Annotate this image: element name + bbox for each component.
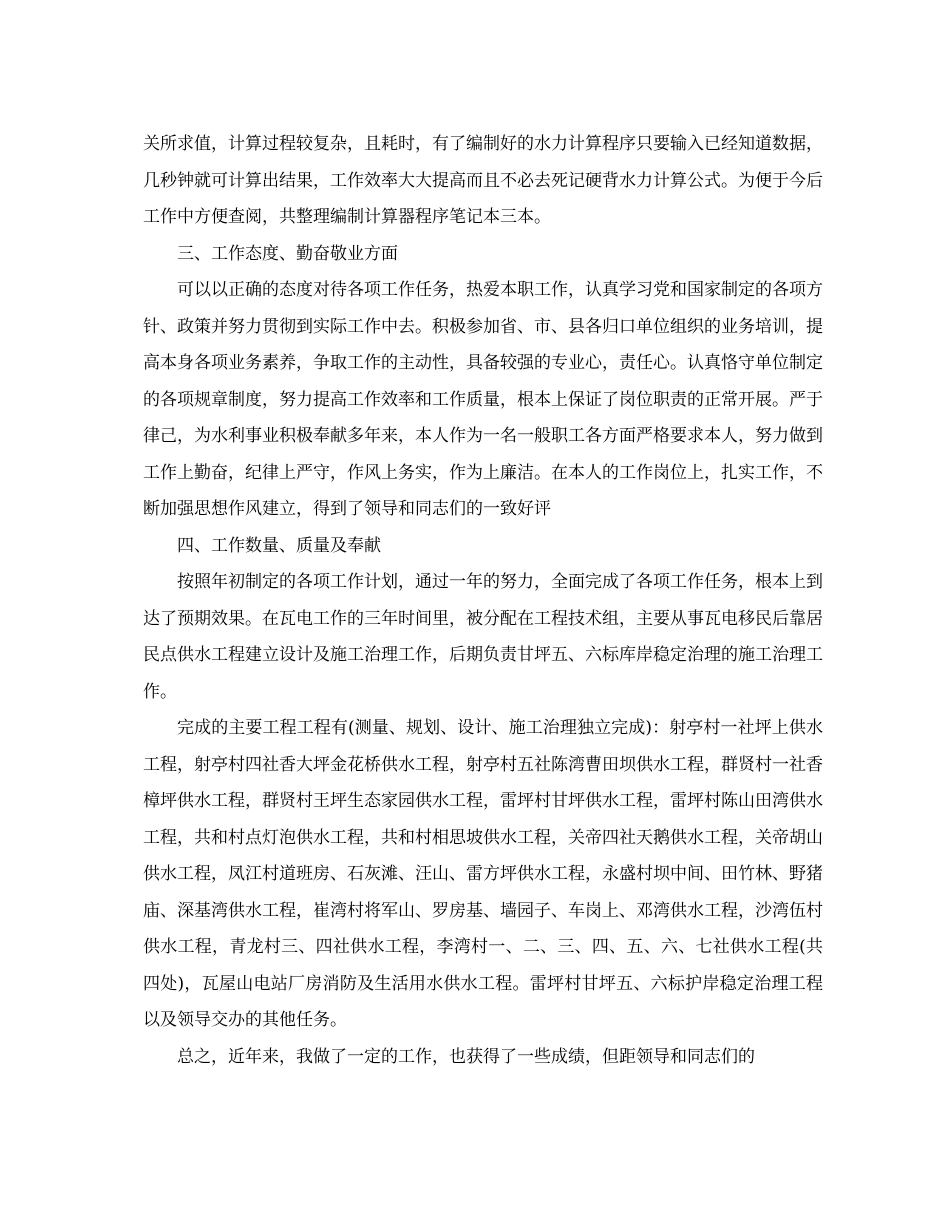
paragraph-work-plan: 按照年初制定的各项工作计划，通过一年的努力，全面完成了各项工作任务，根本上到达了预期效果。在瓦电工作的三年时间里，被分配在工程技术组，主要从事瓦电移民后靠居民点供水工程建立设计及施工治理工作，后期负责甘坪五、六标库岸稳定治理的施工治理工作。 xyxy=(143,572,823,702)
paragraph-summary: 总之，近年来，我做了一定的工作，也获得了一些成绩，但距领导和同志们的 xyxy=(177,1046,755,1067)
section-heading-work-quantity-quality: 四、工作数量、质量及奉献 xyxy=(177,535,381,556)
paragraph-continuation: 关所求值，计算过程较复杂，且耗时，有了编制好的水力计算程序只要输入已经知道数据，几秒钟就可计算出结果，工作效率大大提高而且不必去死记硬背水力计算公式。为便于今后工作中方便查阅，共整理编制计算器程序笔记本三本。 xyxy=(143,134,823,227)
section-heading-work-attitude: 三、工作态度、勤奋敬业方面 xyxy=(177,243,398,264)
document-body xyxy=(143,126,823,1075)
paragraph-completed-projects: 完成的主要工程工程有(测量、规划、设计、施工治理独立完成)：射亭村一社坪上供水工程，射亭村四社香大坪金花桥供水工程，射亭村五社陈湾曹田坝供水工程，群贤村一社香樟坪供水工程，群贤村王坪生态家园供水工程，雷坪村甘坪供水工程，雷坪村陈山田湾供水工程，共和村点灯泡供水工程，共和村相思坡供水工程，关帝四社天鹅供水工程，关帝胡山供水工程，凤江村道班房、石灰滩、汪山、雷方坪供水工程，永盛村坝中间、田竹林、野猪庙、深基湾供水工程，崔湾村将军山、罗房基、墙园子、车岗上、邓湾供水工程，沙湾伍村供水工程，青龙村三、四社供水工程，李湾村一、二、三、四、五、六、七社供水工程(共四处)，瓦屋山电站厂房消防及生活用水供水工程。雷坪村甘坪五、六标护岸稳定治理工程以及领导交办的其他任务。 xyxy=(143,718,823,1030)
paragraph-work-attitude: 可以以正确的态度对待各项工作任务，热爱本职工作，认真学习党和国家制定的各项方针、政策并努力贯彻到实际工作中去。积极参加省、市、县各归口单位组织的业务培训，提高本身各项业务素养，争取工作的主动性，具备较强的专业心，责任心。认真恪守单位制定的各项规章制度，努力提高工作效率和工作质量，根本上保证了岗位职责的正常开展。严于律己，为水利事业积极奉献多年来，本人作为一名一般职工各方面严格要求本人，努力做到工作上勤奋，纪律上严守，作风上务实，作为上廉洁。在本人的工作岗位上，扎实工作，不断加强思想作风建立，得到了领导和同志们的一致好评 xyxy=(143,280,823,519)
